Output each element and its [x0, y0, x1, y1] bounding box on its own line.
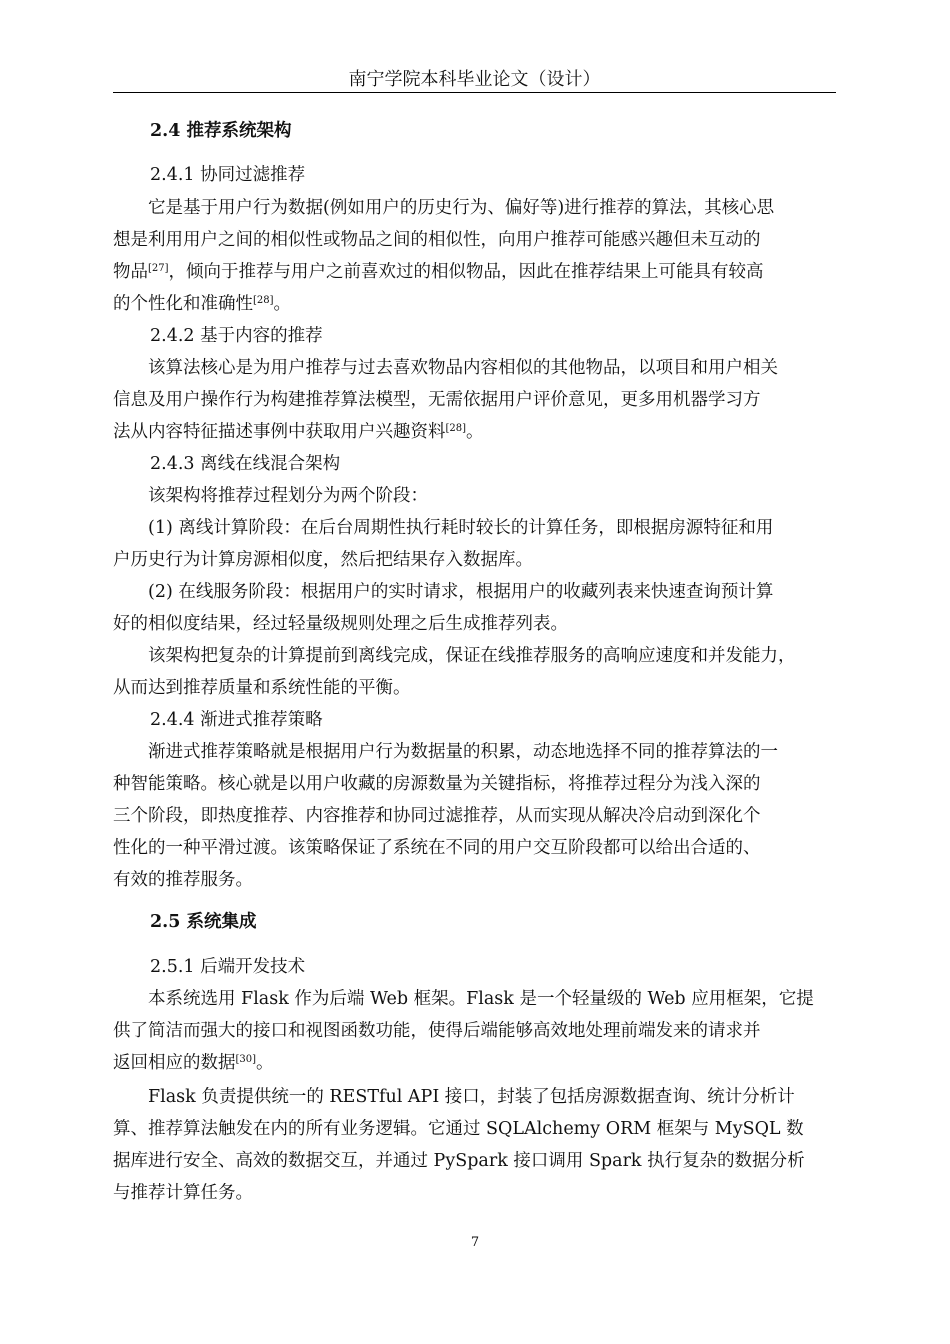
- paragraph-line: 该架构把复杂的计算提前到离线完成，保证在线推荐服务的高响应速度和并发能力，: [148, 646, 796, 666]
- text-span: 。: [273, 294, 292, 314]
- subsection-heading-2-4-2: 2.4.2 基于内容的推荐: [150, 326, 323, 346]
- paragraph-line: [113, 260, 764, 284]
- text-span: 法从内容特征描述事例中获取用户兴趣资料: [113, 422, 446, 442]
- text-span: 。: [256, 1053, 274, 1073]
- citation: [28]: [445, 423, 467, 434]
- paragraph-line: [113, 292, 291, 316]
- text-span: 返回相应的数据: [113, 1053, 236, 1073]
- paragraph-line: 信息及用户操作行为构建推荐算法模型，无需依据用户评价意见，更多用机器学习方: [113, 390, 761, 410]
- paragraph-line: 该架构将推荐过程划分为两个阶段：: [148, 486, 428, 506]
- paragraph-line: 该算法核心是为用户推荐与过去喜欢物品内容相似的其他物品，以项目和用户相关: [148, 358, 778, 378]
- paragraph-line: 算、推荐算法触发在内的所有业务逻辑。它通过 SQLAlchemy ORM 框架与 MySQL 数: [113, 1119, 804, 1139]
- paragraph-line: [113, 1051, 274, 1075]
- paragraph-line: 户历史行为计算房源相似度，然后把结果存入数据库。: [113, 550, 533, 570]
- subsection-heading-2-4-4: 2.4.4 渐进式推荐策略: [150, 710, 323, 730]
- citation: [28]: [253, 295, 274, 306]
- paragraph-line: Flask 负责提供统一的 RESTful API 接口，封装了包括房源数据查询、统计分析计: [148, 1087, 795, 1107]
- paragraph-line: (1) 离线计算阶段：在后台周期性执行耗时较长的计算任务，即根据房源特征和用: [148, 518, 774, 538]
- page-number: 7: [470, 1235, 480, 1250]
- citation: [27]: [148, 263, 169, 274]
- paragraph-line: 据库进行安全、高效的数据交互，并通过 PySpark 接口调用 Spark 执行复杂的数据分析: [113, 1151, 805, 1171]
- section-heading-2-5: 2.5 系统集成: [150, 912, 257, 932]
- paragraph-line: 性化的一种平滑过渡。该策略保证了系统在不同的用户交互阶段都可以给出合适的、: [113, 838, 761, 858]
- subsection-heading-2-4-3: 2.4.3 离线在线混合架构: [150, 454, 341, 474]
- subsection-heading-2-4-1: 2.4.1 协同过滤推荐: [150, 165, 306, 185]
- paragraph-line: 从而达到推荐质量和系统性能的平衡。: [113, 678, 411, 698]
- paragraph-line: 好的相似度结果，经过轻量级规则处理之后生成推荐列表。: [113, 614, 568, 634]
- paragraph-line: 想是利用用户之间的相似性或物品之间的相似性，向用户推荐可能感兴趣但未互动的: [113, 230, 761, 250]
- section-heading-2-4: 2.4 推荐系统架构: [150, 121, 292, 141]
- text-span: 物品: [113, 262, 148, 282]
- header-rule: [113, 92, 836, 93]
- paragraph-line: (2) 在线服务阶段：根据用户的实时请求，根据用户的收藏列表来快速查询预计算: [148, 582, 774, 602]
- paragraph-line: 本系统选用 Flask 作为后端 Web 框架。Flask 是一个轻量级的 Web 应用框架，它提: [148, 989, 814, 1009]
- text-span: ，倾向于推荐与用户之前喜欢过的相似物品，因此在推荐结果上可能具有较高: [168, 262, 764, 282]
- running-header: 南宁学院本科毕业论文（设计）: [348, 69, 601, 90]
- paragraph-line: 与推荐计算任务。: [113, 1183, 253, 1203]
- text-span: 。: [466, 422, 484, 442]
- paragraph-line: 它是基于用户行为数据(例如用户的历史行为、偏好等)进行推荐的算法，其核心思: [148, 198, 775, 218]
- paragraph-line: 供了简洁而强大的接口和视图函数功能，使得后端能够高效地处理前端发来的请求并: [113, 1021, 761, 1041]
- text-span: 的个性化和准确性: [113, 294, 253, 314]
- paragraph-line: 种智能策略。核心就是以用户收藏的房源数量为关键指标，将推荐过程分为浅入深的: [113, 774, 761, 794]
- paragraph-line: 渐进式推荐策略就是根据用户行为数据量的积累，动态地选择不同的推荐算法的一: [148, 742, 778, 762]
- paragraph-line: 三个阶段，即热度推荐、内容推荐和协同过滤推荐，从而实现从解决冷启动到深化个: [113, 806, 761, 826]
- subsection-heading-2-5-1: 2.5.1 后端开发技术: [150, 957, 306, 977]
- citation: [30]: [235, 1054, 257, 1065]
- paragraph-line: [113, 420, 484, 444]
- paragraph-line: 有效的推荐服务。: [113, 870, 253, 890]
